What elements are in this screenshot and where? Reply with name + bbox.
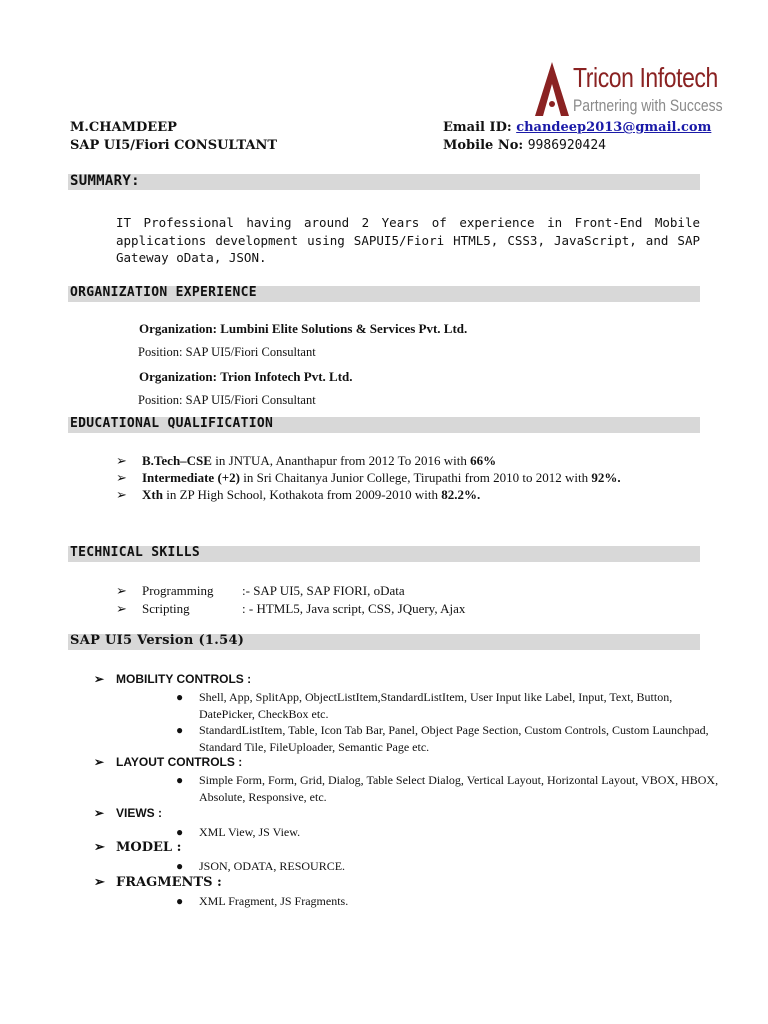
skills-title: TECHNICAL SKILLS <box>70 545 201 560</box>
bullet-dot-icon: ● <box>176 894 184 908</box>
mobility-heading: ➢ MOBILITY CONTROLS : <box>94 672 252 686</box>
bullet-dot-icon: ● <box>176 723 184 737</box>
email-row <box>443 120 711 135</box>
org-entry-2 <box>139 369 353 385</box>
education-score: 66% <box>470 453 497 468</box>
bullet-dot-icon: ● <box>176 825 184 839</box>
company-logo <box>533 60 723 120</box>
education-degree: B.Tech–CSE <box>142 453 212 468</box>
mobility-bullets <box>173 689 723 755</box>
organization-title: ORGANIZATION EXPERIENCE <box>70 285 257 300</box>
bullet-dot-icon: ● <box>176 690 184 704</box>
org-position-1: Position: SAP UI5/Fiori Consultant <box>138 345 316 359</box>
list-item: ● Shell, App, SplitApp, ObjectListItem,StandardListItem, User Input like Label, Input, Text, Button, DatePicker, CheckBox etc. <box>176 690 673 721</box>
list-item: ● StandardListItem, Table, Icon Tab Bar, Panel, Object Page Section, Custom Controls, Custom Launchpad, Standard Tile, FileUploader, Semantic Page etc. <box>176 723 709 754</box>
education-detail: in Sri Chaitanya Junior College, Tirupathi from 2010 to 2012 with <box>240 470 592 485</box>
list-item: ● JSON, ODATA, RESOURCE. <box>176 859 346 873</box>
fragments-bullets <box>173 893 723 910</box>
bullet-dot-icon: ● <box>176 773 184 787</box>
skill-name: Scripting <box>142 601 190 616</box>
skill-item <box>116 600 465 618</box>
list-item: ● XML Fragment, JS Fragments. <box>176 894 349 908</box>
education-title: EDUCATIONAL QUALIFICATION <box>70 416 274 431</box>
mobile-number: 9986920424 <box>527 138 606 153</box>
summary-title: SUMMARY: <box>70 173 140 189</box>
education-item <box>116 486 706 503</box>
org-label: Organization: <box>139 321 217 336</box>
logo-tagline: Partnering with Success <box>573 96 723 115</box>
org-entry-1 <box>139 321 467 337</box>
logo-brand: Tricon Infotech <box>573 62 718 93</box>
arrow-bullet-icon: ➢ <box>94 875 105 890</box>
email-label: Email ID: <box>443 120 512 135</box>
views-bullets <box>173 824 723 841</box>
model-bullets <box>173 858 723 875</box>
skill-item <box>116 582 465 600</box>
summary-band <box>68 174 700 190</box>
skill-value: : - HTML5, Java script, CSS, JQuery, Ajax <box>242 601 466 616</box>
triangle-logo-icon <box>533 60 573 120</box>
arrow-bullet-icon: ➢ <box>116 470 127 485</box>
arrow-bullet-icon: ➢ <box>116 583 127 598</box>
arrow-bullet-icon: ➢ <box>116 601 127 616</box>
skill-value: :- SAP UI5, SAP FIORI, oData <box>242 583 405 598</box>
education-detail: in JNTUA, Ananthapur from 2012 To 2016 with <box>211 453 471 468</box>
education-item <box>116 452 706 469</box>
mobile-row <box>443 138 606 153</box>
candidate-name: M.CHAMDEEP <box>70 120 177 135</box>
org-label: Organization: <box>139 369 217 384</box>
education-score: 92%. <box>591 470 621 485</box>
skills-list <box>116 582 465 618</box>
mobile-label: Mobile No: <box>443 138 524 153</box>
education-degree: Intermediate (+2) <box>142 470 241 485</box>
education-item <box>116 469 706 486</box>
model-heading: ➢ MODEL : <box>94 840 182 855</box>
views-heading: ➢ VIEWS : <box>94 806 163 820</box>
org-position-2: Position: SAP UI5/Fiori Consultant <box>138 393 316 407</box>
bullet-dot-icon: ● <box>176 859 184 873</box>
summary-text: IT Professional having around 2 Years of experience in Front-End Mobile applications development using SAPUI5/Fiori HTML5, CSS3, JavaScript, and SAP Gateway oData, JSON. <box>116 215 700 265</box>
list-item: ● XML View, JS View. <box>176 825 301 839</box>
education-score: 82.2%. <box>441 487 481 502</box>
education-list <box>116 452 706 503</box>
org-name: Lumbini Elite Solutions & Services Pvt. Ltd. <box>220 321 468 336</box>
layout-heading: ➢ LAYOUT CONTROLS : <box>94 755 243 769</box>
email-link[interactable]: chandeep2013@gmail.com <box>516 120 712 135</box>
education-detail: in ZP High School, Kothakota from 2009-2010 with <box>162 487 442 502</box>
arrow-bullet-icon: ➢ <box>116 453 127 468</box>
fragments-heading: ➢ FRAGMENTS : <box>94 875 222 890</box>
org-name: Trion Infotech Pvt. Ltd. <box>220 369 353 384</box>
skill-name: Programming <box>142 583 214 598</box>
arrow-bullet-icon: ➢ <box>94 755 105 769</box>
arrow-bullet-icon: ➢ <box>94 806 105 820</box>
sapui5-title: SAP UI5 Version (1.54) <box>70 633 245 648</box>
arrow-bullet-icon: ➢ <box>94 672 105 686</box>
layout-bullets <box>173 772 723 805</box>
arrow-bullet-icon: ➢ <box>94 840 105 855</box>
arrow-bullet-icon: ➢ <box>116 487 127 502</box>
list-item: ● Simple Form, Form, Grid, Dialog, Table Select Dialog, Vertical Layout, Horizontal Layout, VBOX, HBOX, Absolute, Responsive, etc. <box>176 773 719 804</box>
candidate-role: SAP UI5/Fiori CONSULTANT <box>70 138 278 153</box>
education-degree: Xth <box>142 487 163 502</box>
